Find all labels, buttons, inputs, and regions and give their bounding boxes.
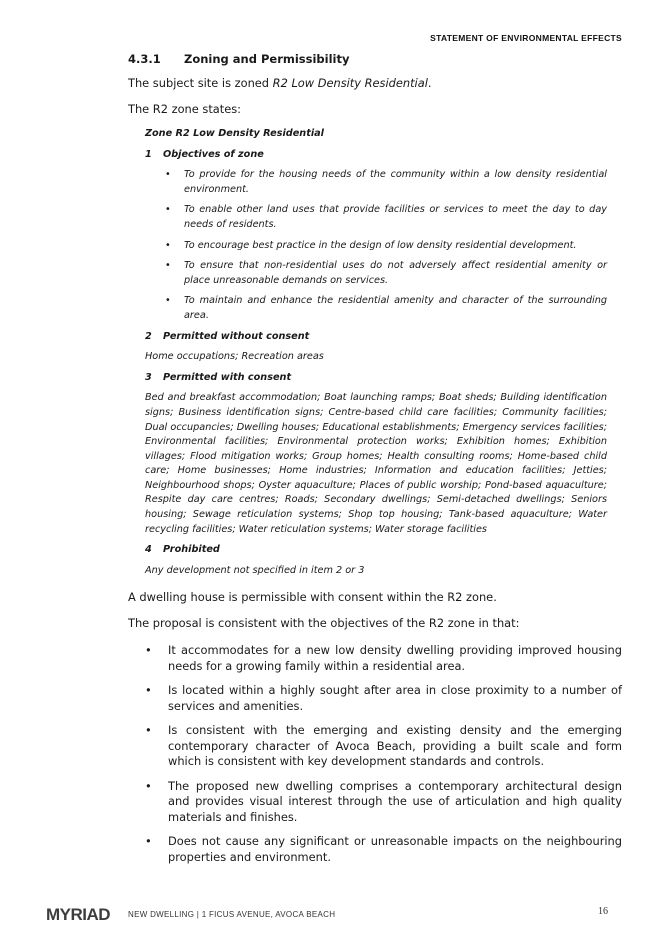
consistency-item: • Is located within a highly sought after area in close proximity to a number of services and amenities. — [128, 683, 622, 714]
prohibited-text: Any development not specified in item 2 or 3 — [145, 564, 365, 576]
objective-item: • To maintain and enhance the residential amenity and character of the surrounding area. — [145, 294, 607, 323]
section-title: Zoning and Permissibility — [184, 52, 350, 66]
zone-states-line: The R2 zone states: — [128, 101, 242, 116]
page-number: 16 — [598, 906, 608, 917]
prohibited-heading-text: Prohibited — [163, 544, 220, 556]
footer-project: NEW DWELLING | 1 FICUS AVENUE, AVOCA BEACH — [128, 910, 336, 919]
consistency-item: • The proposed new dwelling comprises a contemporary architectural design and provides visual interest through the use of articulation and high quality materials and finishes. — [128, 779, 622, 826]
objectives-heading-text: Objectives of zone — [163, 148, 264, 160]
without-consent-heading-text: Permitted without consent — [163, 330, 310, 342]
prohibited-number: 4 — [145, 544, 152, 556]
zone-name: R2 Low Density Residential — [272, 76, 428, 90]
objectives-number: 1 — [145, 148, 152, 160]
section-number: 4.3.1 — [128, 52, 161, 66]
prohibited-heading — [145, 543, 607, 558]
zoning-statement — [128, 76, 622, 92]
with-consent-text: Bed and breakfast accommodation; Boat launching ramps; Boat sheds; Building identification signs; Business identification signs; Centre-based child care facilities; Community facilities; Dual occupancies; Dwelling houses; Educational establishments; Emergency services facilities; Environmental facilities; Environmental protection works; Exhibition homes; Exhibition villages; Flood mitigation works; Group homes; Health consulting rooms; Home-based child care; Home businesses; Home industries; Information and education facilities; Jetties; Neighbourhood shops; Oyster aquaculture; Places of public worship; Pond-based aquaculture; Respite day care centres; Roads; Secondary dwellings; Semi-detached dwellings; Seniors housing; Sewage reticulation systems; Shop top housing; Tank-based aquaculture; Water recycling facilities; Water reticulation systems; Water storage facilities — [145, 392, 607, 535]
without-consent-text: Home occupations; Recreation areas — [145, 351, 324, 363]
consistency-item: • It accommodates for a new low density dwelling providing improved housing needs for a growing family within a residential area. — [128, 643, 622, 674]
objective-item: • To provide for the housing needs of the community within a low density residential environment. — [145, 168, 607, 197]
permissible-statement: A dwelling house is permissible with consent within the R2 zone. — [128, 590, 497, 605]
with-consent-heading-text: Permitted with consent — [163, 371, 292, 383]
consistency-item: • Does not cause any significant or unreasonable impacts on the neighbouring properties and environment. — [128, 834, 622, 865]
objective-item: • To ensure that non-residential uses do not adversely affect residential amenity or place unreasonable demands on services. — [145, 259, 607, 288]
without-consent-number: 2 — [145, 330, 152, 342]
objective-item: • To encourage best practice in the design of low density residential development. — [145, 239, 607, 254]
page-content — [128, 52, 622, 874]
with-consent-heading — [145, 371, 607, 386]
objectives-list — [145, 168, 607, 323]
without-consent-heading — [145, 330, 607, 345]
consistent-intro: The proposal is consistent with the objectives of the R2 zone in that: — [128, 615, 520, 630]
with-consent-number: 3 — [145, 371, 152, 383]
objectives-heading — [145, 148, 607, 163]
consistency-item: • Is consistent with the emerging and existing density and the emerging contemporary character of Avoca Beach, providing a built scale and form which is consistent with key development standards and controls. — [128, 723, 622, 770]
zone-extract — [145, 127, 607, 578]
zone-title: Zone R2 Low Density Residential — [145, 128, 325, 139]
myriad-logo: MYRIAD — [46, 905, 111, 924]
section-heading — [128, 52, 622, 66]
objective-item: • To enable other land uses that provide facilities or services to meet the day to day needs of residents. — [145, 203, 607, 232]
zoning-prefix: The subject site is zoned — [128, 76, 273, 90]
zoning-suffix: . — [427, 76, 432, 90]
consistency-list — [128, 643, 622, 865]
running-header: STATEMENT OF ENVIRONMENTAL EFFECTS — [430, 33, 622, 43]
